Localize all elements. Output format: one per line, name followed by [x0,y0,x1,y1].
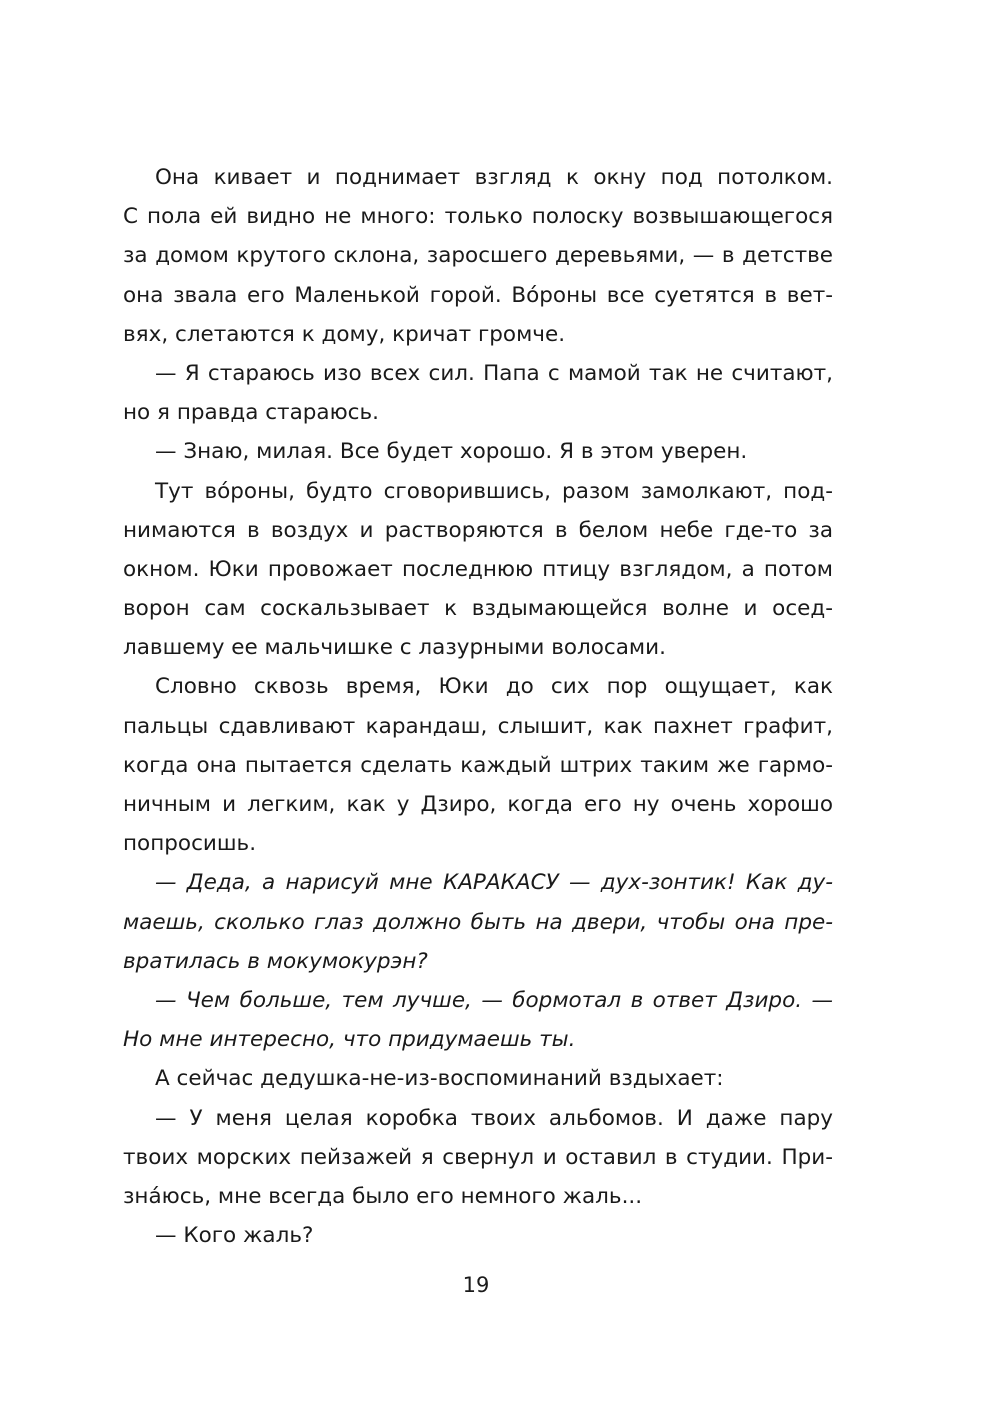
text-line: — Знаю, милая. Все будет хорошо. Я в этом уверен. [155,439,748,465]
text-line: за домом крутого склона, заросшего деревьями, — в детстве [123,243,833,269]
text-line: маешь, сколько глаз должно быть на двери, чтобы она пре- [123,909,833,935]
text-line: — Деда, а нарисуй мне КАРАКАСУ — дух-зонтик! Как ду- [155,870,833,896]
text-line: она звала его Маленькой горой. Во́роны все суетятся в вет- [123,282,833,308]
text-line: А сейчас дедушка-не-из-воспоминаний вздыхает: [155,1066,724,1092]
page-number: 19 [462,1273,490,1297]
text-line: когда она пытается сделать каждый штрих таким же гармо- [123,752,833,778]
text-line: — Кого жаль? [155,1223,314,1249]
page-number-wrap [0,1273,1000,1297]
text-line: Она кивает и поднимает взгляд к окну под потолком. [155,165,833,190]
text-line: окном. Юки провожает последнюю птицу взглядом, а потом [123,556,833,582]
text-line: нимаются в воздух и растворяются в белом небе где-то за [123,517,833,543]
body-text [123,158,833,1255]
text-line: твоих морских пейзажей я свернул и оставил в студии. При- [123,1144,833,1170]
text-line: попросишь. [123,831,257,857]
text-line: — У меня целая коробка твоих альбомов. И даже пару [155,1105,833,1131]
text-line: ворон сам соскальзывает к вздымающейся волне и осед- [123,596,833,622]
text-line: Словно сквозь время, Юки до сих пор ощущает, как [155,674,833,700]
text-line: зна́юсь, мне всегда было его немного жаль... [123,1183,643,1209]
text-line: Но мне интересно, что придумаешь ты. [123,1027,576,1053]
text-line: вратилась в мокумокурэн? [123,948,428,974]
text-line: — Я стараюсь изо всех сил. Папа с мамой так не считают, [155,360,833,386]
text-line: Тут во́роны, будто сговорившись, разом замолкают, под- [155,478,833,504]
text-line: — Чем больше, тем лучше, — бормотал в ответ Дзиро. — [155,987,833,1013]
text-line: С пола ей видно не много: только полоску возвышающегося [123,204,833,230]
text-line: пальцы сдавливают карандаш, слышит, как пахнет графит, [123,713,833,739]
text-line: лавшему ее мальчишке с лазурными волосами. [123,635,666,661]
text-line: но я правда стараюсь. [123,400,380,426]
text-line: ничным и легким, как у Дзиро, когда его ну очень хорошо [123,792,833,817]
text-line: вях, слетаются к дому, кричат громче. [123,321,566,347]
